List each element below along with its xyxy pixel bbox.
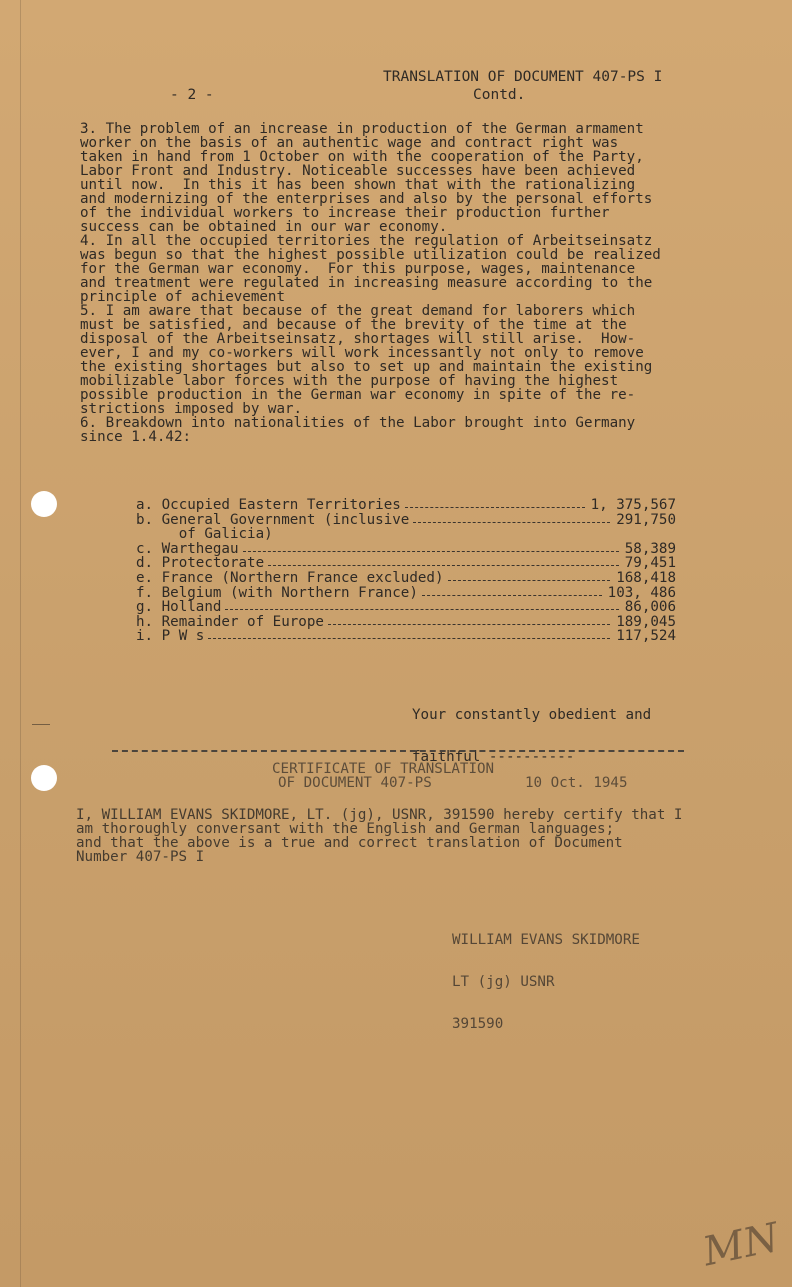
signature-name: WILLIAM EVANS SKIDMORE (452, 932, 640, 948)
breakdown-value: 1, 375,567 (590, 497, 676, 513)
leader-dashes (243, 542, 619, 552)
leader-dashes (413, 513, 610, 523)
page-number: - 2 - (170, 87, 214, 103)
body-line: for the German war economy. For this purpose, wages, maintenance (80, 261, 636, 277)
signature-block (452, 905, 640, 1059)
handwritten-initials: MN (699, 1214, 783, 1276)
breakdown-label: a. Occupied Eastern Territories (136, 497, 401, 513)
body-line: 4. In all the occupied territories the regulation of Arbeitseinsatz (80, 233, 653, 249)
body-line: mobilizable labor forces with the purpose of having the highest (80, 373, 619, 389)
breakdown-value: 86,006 (624, 599, 676, 616)
signature-rank: LT (jg) USNR (452, 974, 555, 990)
body-line: Labor Front and Industry. Noticeable successes have been achieved (80, 163, 636, 179)
body-line: and treatment were regulated in increasing measure according to the (80, 275, 653, 291)
certificate-heading: CERTIFICATE OF TRANSLATION (272, 761, 495, 777)
breakdown-label: i. P W s (136, 628, 205, 645)
breakdown-label: c. Warthegau (136, 540, 239, 557)
nationality-breakdown-list (136, 498, 676, 644)
body-line: of the individual workers to increase their production further (80, 205, 610, 221)
body-line: worker on the basis of an authentic wage and contract right was (80, 135, 619, 151)
leader-dashes (422, 586, 602, 596)
breakdown-value: 58,389 (624, 540, 676, 557)
leader-dashes (405, 498, 585, 508)
leader-dashes (208, 629, 610, 639)
leader-dashes (448, 571, 610, 581)
breakdown-label: d. Protectorate (136, 555, 265, 572)
signature-number: 391590 (452, 1016, 504, 1032)
body-line: taken in hand from 1 October on with the cooperation of the Party, (80, 149, 644, 165)
body-line: ever, I and my co-workers will work incessantly not only to remove (80, 345, 644, 361)
body-line: possible production in the German war economy in spite of the re- (80, 387, 636, 403)
breakdown-row (136, 586, 676, 601)
page-edge-line (20, 0, 21, 1287)
section-divider (112, 750, 684, 752)
breakdown-row (136, 556, 676, 571)
continued-label: Contd. (473, 87, 526, 103)
certificate-line: I, WILLIAM EVANS SKIDMORE, LT. (jg), USNR, 391590 hereby certify that I (76, 807, 683, 823)
breakdown-label: g. Holland (136, 599, 222, 616)
breakdown-row (136, 600, 676, 615)
breakdown-row (136, 571, 676, 586)
certificate-subheading: OF DOCUMENT 407-PS (278, 775, 432, 791)
breakdown-value: 189,045 (616, 613, 676, 630)
certificate-date: 10 Oct. 1945 (525, 775, 628, 791)
breakdown-value: 103, 486 (607, 584, 676, 601)
leader-dashes (328, 615, 610, 625)
breakdown-label: f. Belgium (with Northern France) (136, 584, 418, 601)
breakdown-value: 291,750 (616, 511, 676, 528)
breakdown-row (136, 527, 676, 542)
breakdown-label: e. France (Northern France excluded) (136, 569, 444, 586)
certificate-line: Number 407-PS I (76, 849, 205, 865)
breakdown-row (136, 615, 676, 630)
leader-dashes (225, 600, 619, 610)
certificate-body (76, 808, 682, 864)
breakdown-label: b. General Government (inclusive (136, 511, 410, 528)
body-line: the existing shortages but also to set up and maintain the existing (80, 359, 653, 375)
body-line: success can be obtained in our war economy. (80, 219, 448, 235)
closing-line-2: faithful ---------- (412, 749, 575, 765)
body-line: principle of achievement (80, 289, 285, 305)
body-line: was begun so that the highest possible utilization could be realized (80, 247, 661, 263)
breakdown-label: h. Remainder of Europe (136, 613, 324, 630)
punch-hole-bottom (31, 765, 57, 791)
body-line: and modernizing of the enterprises and also by the personal efforts (80, 191, 653, 207)
breakdown-label: of Galicia) (136, 526, 273, 543)
certificate-line: and that the above is a true and correct translation of Document (76, 835, 623, 851)
breakdown-row (136, 629, 676, 644)
breakdown-value: 168,418 (616, 569, 676, 586)
closing-line-1: Your constantly obedient and (412, 707, 652, 723)
breakdown-value: 117,524 (616, 628, 676, 645)
body-line: strictions imposed by war. (80, 401, 303, 417)
document-title: TRANSLATION OF DOCUMENT 407-PS I (383, 69, 663, 85)
punch-hole-top (31, 491, 57, 517)
leader-dashes (268, 556, 619, 566)
breakdown-row (136, 542, 676, 557)
body-line: 3. The problem of an increase in production of the German armament (80, 121, 644, 137)
margin-mark (32, 724, 50, 725)
body-line: until now. In this it has been shown that with the rationalizing (80, 177, 636, 193)
body-line: since 1.4.42: (80, 429, 192, 445)
body-line: disposal of the Arbeitseinsatz, shortages will still arise. How- (80, 331, 636, 347)
breakdown-row (136, 498, 676, 513)
breakdown-row (136, 513, 676, 528)
breakdown-value: 79,451 (624, 555, 676, 572)
body-line: must be satisfied, and because of the brevity of the time at the (80, 317, 627, 333)
body-text (80, 122, 661, 444)
certificate-line: am thoroughly conversant with the English and German languages; (76, 821, 615, 837)
body-line: 5. I am aware that because of the great demand for laborers which (80, 303, 636, 319)
body-line: 6. Breakdown into nationalities of the Labor brought into Germany (80, 415, 636, 431)
